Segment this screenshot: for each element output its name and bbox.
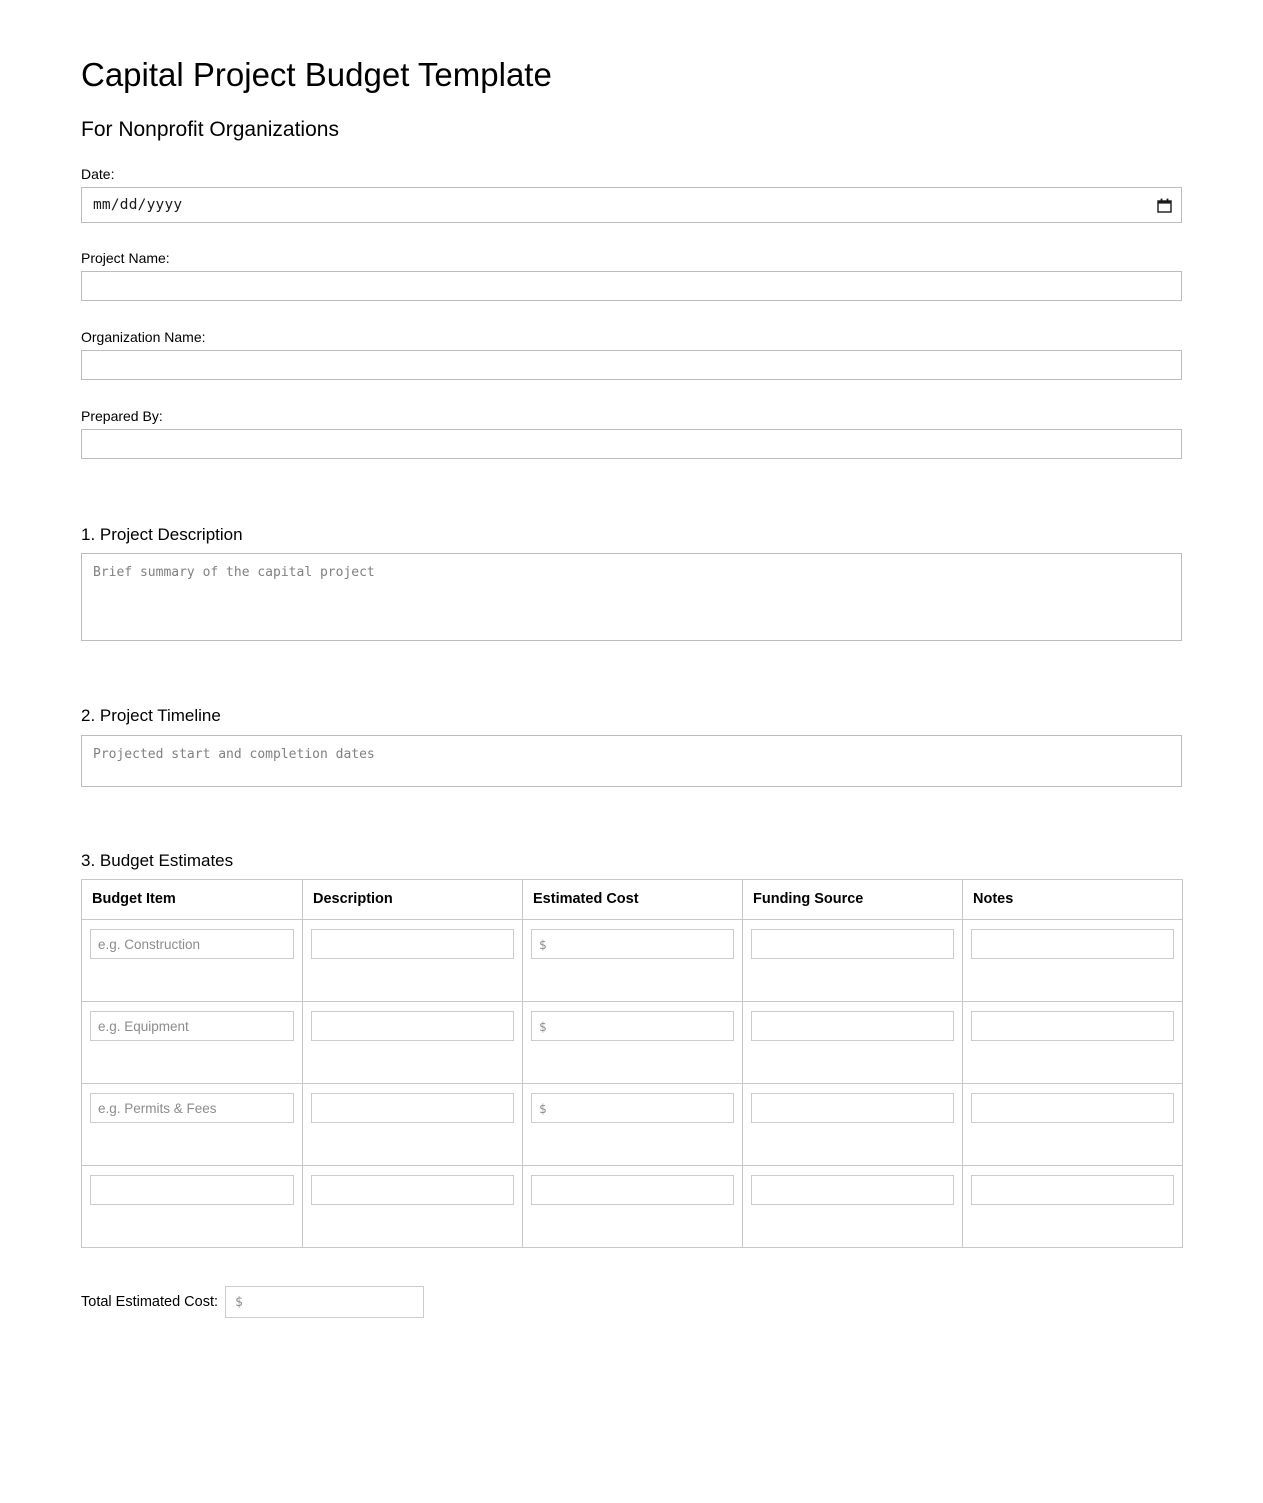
page-subtitle: For Nonprofit Organizations bbox=[81, 117, 339, 141]
description-input-3[interactable] bbox=[311, 1093, 514, 1123]
table-row bbox=[82, 1084, 1183, 1166]
estimated-cost-input-4[interactable] bbox=[531, 1175, 734, 1205]
project-description-section bbox=[81, 525, 1182, 641]
cell-funding-source bbox=[743, 1084, 963, 1166]
date-input[interactable] bbox=[81, 187, 1182, 223]
calendar-icon[interactable] bbox=[1157, 198, 1172, 213]
cell-description bbox=[303, 1166, 523, 1248]
description-input-4[interactable] bbox=[311, 1175, 514, 1205]
cell-funding-source bbox=[743, 1166, 963, 1248]
column-header-notes: Notes bbox=[963, 880, 1183, 920]
notes-input-4[interactable] bbox=[971, 1175, 1174, 1205]
cell-estimated-cost bbox=[523, 1002, 743, 1084]
project-timeline-heading: 2. Project Timeline bbox=[81, 706, 221, 726]
page-title: Capital Project Budget Template bbox=[81, 56, 552, 93]
organization-name-input[interactable] bbox=[81, 350, 1182, 380]
column-header-description: Description bbox=[303, 880, 523, 920]
description-input-1[interactable] bbox=[311, 929, 514, 959]
table-header-row bbox=[82, 880, 1183, 920]
prepared-by-input[interactable] bbox=[81, 429, 1182, 459]
date-field-block bbox=[81, 166, 1182, 223]
total-estimated-cost-label: Total Estimated Cost: bbox=[81, 1294, 218, 1311]
cell-estimated-cost bbox=[523, 1084, 743, 1166]
table-row bbox=[82, 1002, 1183, 1084]
budget-table bbox=[81, 879, 1183, 1248]
date-input-display: mm/dd/yyyy bbox=[93, 197, 183, 214]
cell-notes bbox=[963, 1166, 1183, 1248]
notes-input-1[interactable] bbox=[971, 929, 1174, 959]
project-name-input[interactable] bbox=[81, 271, 1182, 301]
cell-budget-item bbox=[82, 1002, 303, 1084]
budget-item-input-2[interactable] bbox=[90, 1011, 294, 1041]
column-header-budget-item: Budget Item bbox=[82, 880, 303, 920]
column-header-funding-source: Funding Source bbox=[743, 880, 963, 920]
cell-notes bbox=[963, 1084, 1183, 1166]
total-estimated-cost-row bbox=[81, 1286, 1182, 1318]
table-row bbox=[82, 920, 1183, 1002]
cell-budget-item bbox=[82, 1084, 303, 1166]
funding-source-input-1[interactable] bbox=[751, 929, 954, 959]
project-timeline-textarea[interactable] bbox=[81, 735, 1182, 787]
description-input-2[interactable] bbox=[311, 1011, 514, 1041]
cell-estimated-cost bbox=[523, 1166, 743, 1248]
budget-item-input-1[interactable] bbox=[90, 929, 294, 959]
budget-estimates-section bbox=[81, 851, 1182, 1318]
cell-budget-item bbox=[82, 920, 303, 1002]
project-name-label: Project Name: bbox=[81, 250, 170, 267]
table-row bbox=[82, 1166, 1183, 1248]
cell-description bbox=[303, 1084, 523, 1166]
prepared-by-field-block bbox=[81, 408, 1182, 459]
organization-name-field-block bbox=[81, 329, 1182, 380]
budget-item-input-4[interactable] bbox=[90, 1175, 294, 1205]
budget-table-header bbox=[82, 880, 1183, 920]
funding-source-input-3[interactable] bbox=[751, 1093, 954, 1123]
project-name-field-block bbox=[81, 250, 1182, 301]
cell-description bbox=[303, 920, 523, 1002]
column-header-estimated-cost: Estimated Cost bbox=[523, 880, 743, 920]
budget-item-input-3[interactable] bbox=[90, 1093, 294, 1123]
budget-estimates-heading: 3. Budget Estimates bbox=[81, 850, 234, 870]
cell-budget-item bbox=[82, 1166, 303, 1248]
cell-description bbox=[303, 1002, 523, 1084]
notes-input-3[interactable] bbox=[971, 1093, 1174, 1123]
funding-source-input-4[interactable] bbox=[751, 1175, 954, 1205]
project-timeline-section bbox=[81, 706, 1182, 786]
total-estimated-cost-input[interactable] bbox=[225, 1286, 424, 1318]
estimated-cost-input-3[interactable] bbox=[531, 1093, 734, 1123]
estimated-cost-input-2[interactable] bbox=[531, 1011, 734, 1041]
date-label: Date: bbox=[81, 166, 115, 183]
cell-estimated-cost bbox=[523, 920, 743, 1002]
funding-source-input-2[interactable] bbox=[751, 1011, 954, 1041]
cell-notes bbox=[963, 1002, 1183, 1084]
cell-notes bbox=[963, 920, 1183, 1002]
cell-funding-source bbox=[743, 1002, 963, 1084]
project-description-heading: 1. Project Description bbox=[81, 525, 243, 545]
cell-funding-source bbox=[743, 920, 963, 1002]
notes-input-2[interactable] bbox=[971, 1011, 1174, 1041]
estimated-cost-input-1[interactable] bbox=[531, 929, 734, 959]
organization-name-label: Organization Name: bbox=[81, 329, 206, 346]
budget-table-body bbox=[82, 920, 1183, 1248]
prepared-by-label: Prepared By: bbox=[81, 408, 163, 425]
project-description-textarea[interactable] bbox=[81, 553, 1182, 641]
